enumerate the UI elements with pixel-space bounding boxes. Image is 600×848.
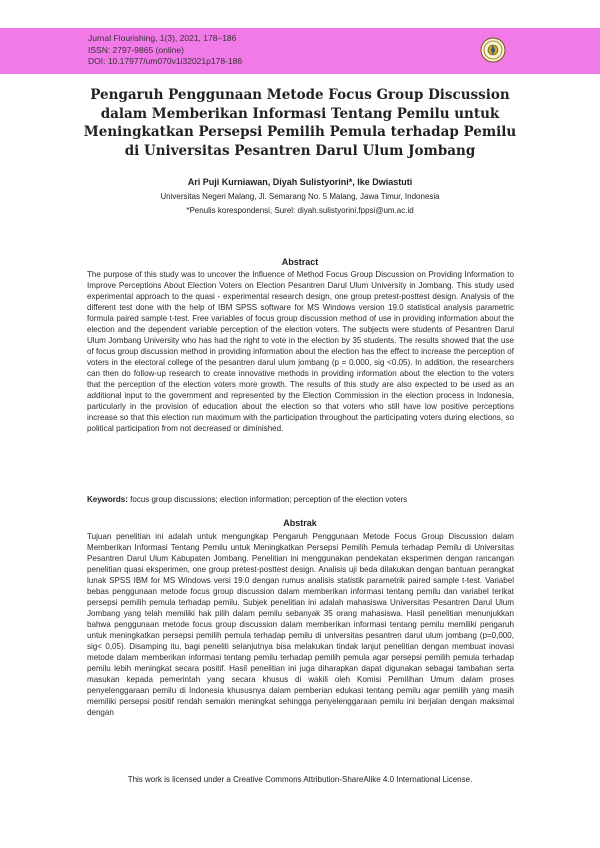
paper-title: Pengaruh Penggunaan Metode Focus Group Discussion dalam Memberikan Informasi Tentang Pemilu untuk Meningkatkan Persepsi Pemilih Pemula terhadap Pemilu di Universitas Pesantren Darul Ulum Jombang (83, 87, 517, 159)
abstrak-heading: Abstrak (283, 518, 317, 528)
abstract-heading: Abstract (281, 257, 319, 267)
journal-doi: DOI: 10.17977/um070v1i32021p178-186 (88, 56, 243, 66)
corresponding-author: *Penulis korespondensi, Surel: diyah.sulistyorini.fppsi@um.ac.id (186, 206, 414, 215)
keywords-text: focus group discussions; election information; perception of the election voters (130, 495, 408, 504)
abstract-indonesian: Tujuan penelitian ini adalah untuk mengungkap Pengaruh Penggunaan Metode Focus Group Discussion dalam Memberikan Informasi Tentang Pemilu untuk Meningkatkan Persepsi Pemilih Pemula terhadap Pemilu di Universitas Pesantren Darul Ulum Kabupaten Jombang. Penelitian ini menggunakan pendekatan eksperimen dengan rancangan penelitian quasi eksperimen, one group pretest-posttest design. Analisis uji beda dilakukan dengan bantuan perangkat lunak SPSS IBM for MS Windows versi 19.0 dengan rumus analisis statistik parametrik paired sample t-test. Variabel bebas penggunaan metode focus group discussion dalam memberikan informasi tentang pemilu dan variabel terikat persepsi pemilih pemula terhadap pemilu. Subjek penelitian ini adalah mahasiswa Universitas Pesantren Darul Ulum Jombang yang telah memiliki hak pilih dalam pemilu sebanyak 35 orang mahasiswa. Hasil penelitian menunjukkan bahwa penggunaan metode focus group discussion dalam memberikan informasi tentang pemilu memiliki pengaruh untuk meningkatkan persepsi pemilih pemula terhadap pemilu di universitas pesantren darul ulum jombang (p=0,000, sig< 0,05). Disamping itu, bagi peneliti selanjutnya bisa melakukan tindak lanjut penelitian dengan membuat inovasi metode dalam memberikan informasi tentang pemilu terhadap pemilih pemula agar persepsi pemilih pemula terhadap pemilu lebih meningkat secara positif. Hasil penelitian ini juga diharapkan dapat digunakan sebagai tambahan serta masukan kepada pemerintah yang secara khusus di wakili oleh Komisi Pemilihan Umum dalam proses penyelenggaraan pemilu di Indonesia khususnya dalam pemberian edukasi tentang pemilu agar pemilih yang masih memiliki persepsi positif rendah semakin meningkat sehingga penyelenggaraan pemilu ini berjalan dengan maksimal dengan (87, 532, 514, 717)
university-seal-icon (480, 37, 506, 63)
journal-issn: ISSN: 2797-9865 (online) (88, 44, 184, 55)
license-notice: This work is licensed under a Creative Commons Attribution-ShareAlike 4.0 International License. (127, 775, 473, 784)
paper-authors: Ari Puji Kurniawan, Diyah Sulistyorini*, Ike Dwiastuti (187, 177, 413, 187)
journal-citation: Jurnal Flourishing, 1(3), 2021, 178–186 (88, 33, 237, 43)
abstract-english: The purpose of this study was to uncover the Influence of Method Focus Group Discussion on Providing Information to Improve Perceptions About Election Voters on Election Pesantren Darul Ulum University in Jombang. This study used experimental approach to the quasi - experimental research design, one group pretest-posttest design. Analysis of the different test done with the help of IBM SPSS software for MS Windows version 19.0 statistical analysis parametric formula paired sample t-test. Free variables of focus group discussion method of use in providing information about the election and the dependent variable perception of the election voters. The subjects were students of Pesantren Darul Ulum Jombang University who has had the right to vote in the election by 35 students. The results showed that the use of focus group discussion method in providing information about the election has the effect to increase the perception of voters in the electoral college of the pesantren darul ulum jombang (p = 0.000, sig <0.05). In addition, the researchers can then do follow-up research to create innovative methods in providing information about the election to the voters that the perception of the election voters more growth. The results of this study are also expected to be used as an additional input to the government and represented by the Election Commission in the election process in Indonesia, particularly in the provision of education about the election so that voters who still have low positive perceptions increase so that this election run maximum with the participation throughout the participating voters during elections, so political participation from not decreased or diminished. (87, 270, 514, 433)
journal-info (88, 33, 242, 68)
keywords-label: Keywords: (87, 495, 128, 504)
author-affiliation: Universitas Negeri Malang, Jl. Semarang No. 5 Malang, Jawa Timur, Indonesia (160, 192, 440, 201)
keywords (87, 495, 514, 504)
